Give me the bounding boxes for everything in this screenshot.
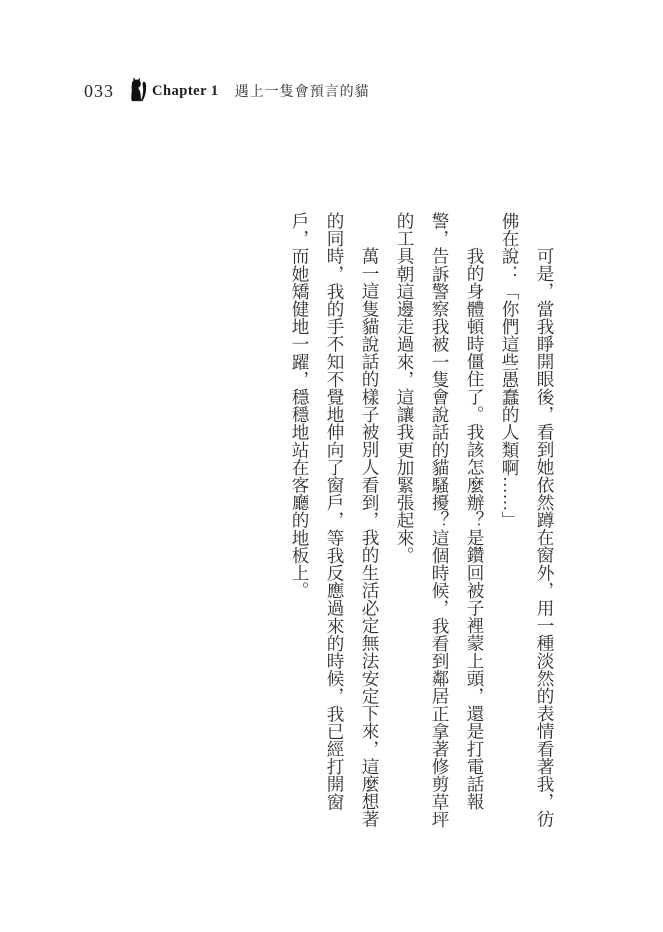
cat-icon [127,76,149,104]
paragraph-1: 可是，當我睜開眼後，看到她依然蹲在窗外，用一種淡然的表情看著我，彷佛在說：「你們這些愚蠢的人類啊……」 [500,212,555,828]
page-number: 033 [84,80,114,101]
paragraph-3: 萬一這隻貓說話的樣子被別人看到，我的生活必定無法安定下來，這麼想著的同時，我的手不知不覺地伸向了窗戶，等我反應過來的時候，我已經打開窗戶，而她矯健地一躍，穩穩地站在客廳的地板上。 [290,212,380,828]
chapter-label: Chapter 1 [152,82,219,99]
paragraph-2: 我的身體頓時僵住了。我該怎麼辦？是鑽回被子裡蒙上頭，還是打電話報警，告訴警察我被一隻會說話的貓騷擾？這個時候，我看到鄰居正拿著修剪草坪的工具朝這邊走過來，這讓我更加緊張起來。 [395,212,485,828]
page-header [84,76,370,106]
body-text [278,212,562,832]
chapter-title: 遇上一隻會預言的貓 [234,85,370,100]
